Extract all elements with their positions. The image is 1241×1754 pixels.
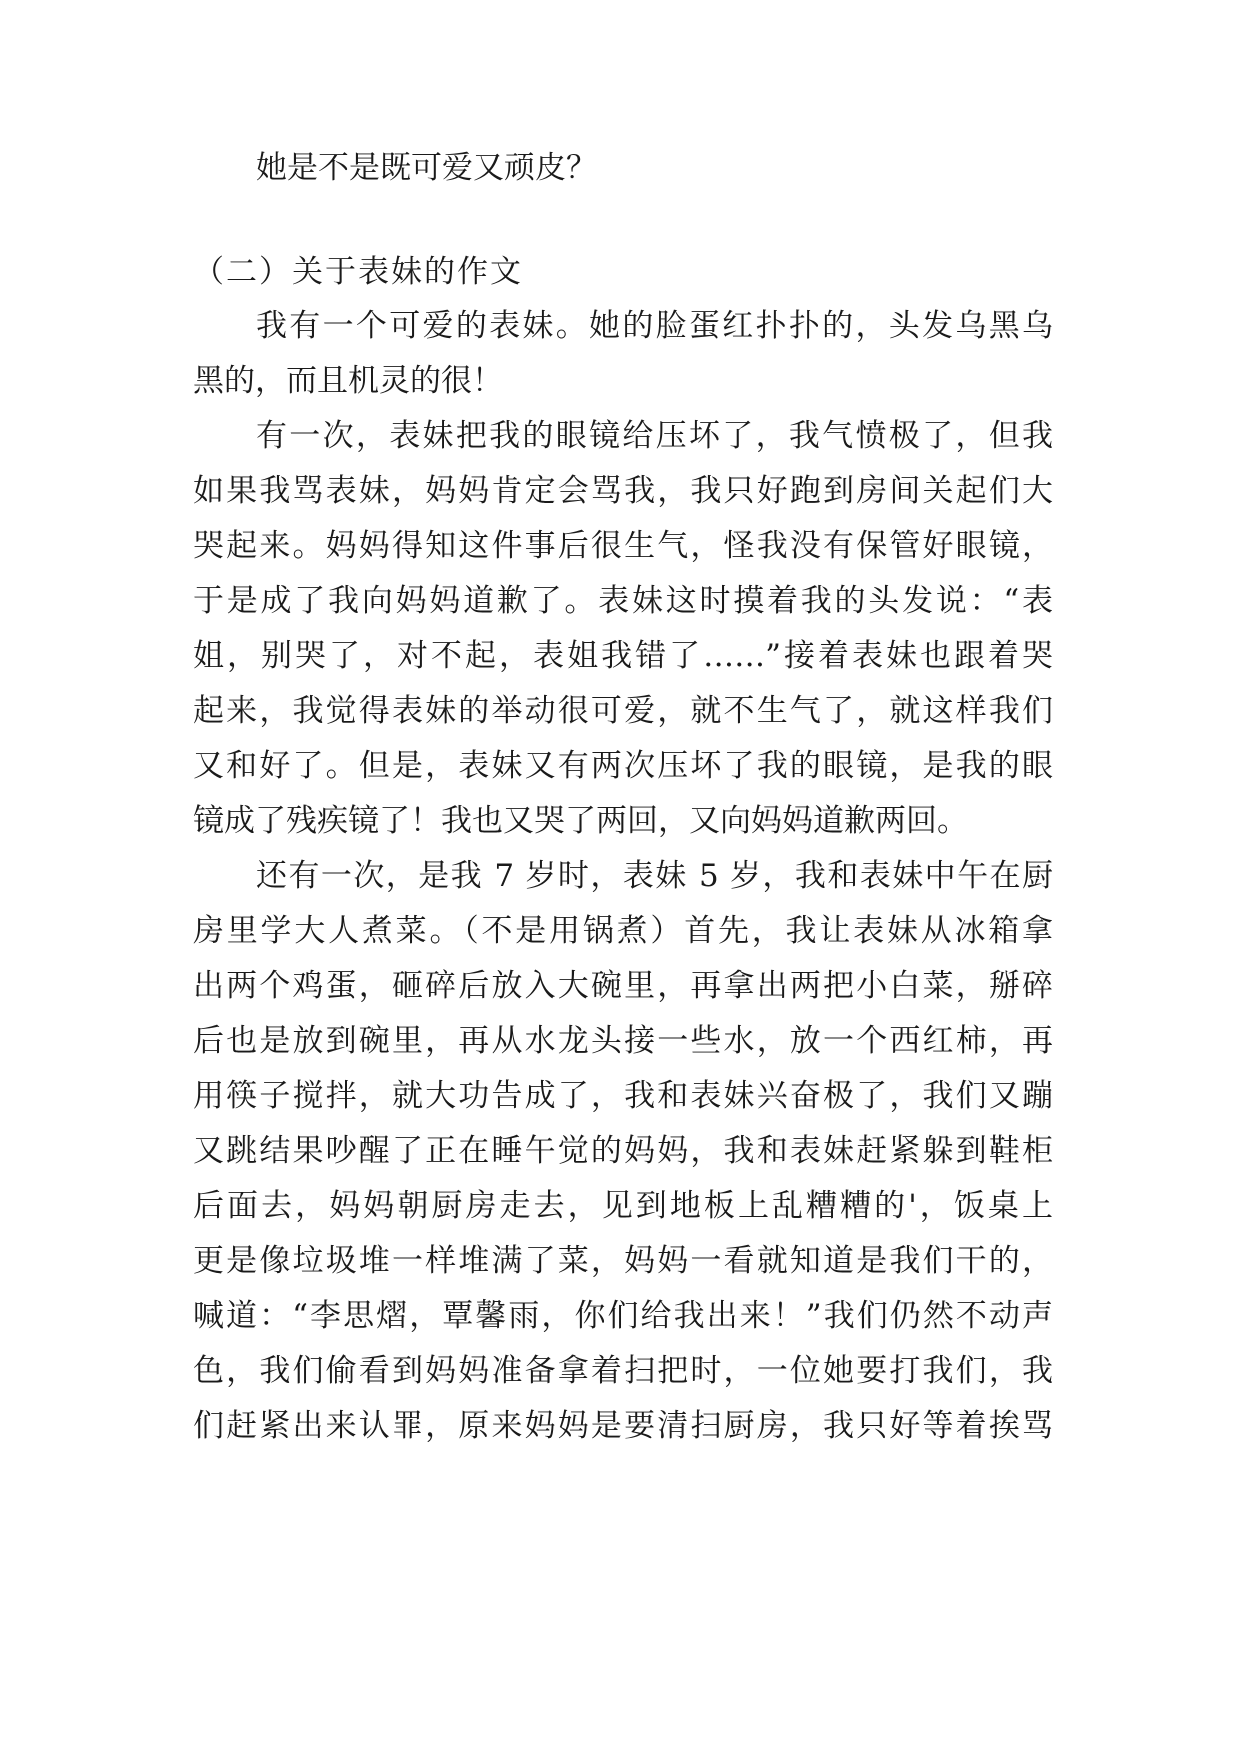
paragraph-line: 哭起来。妈妈得知这件事后很生气，怪我没有保管好眼镜， xyxy=(193,528,1053,564)
paragraph-line: 有一次，表妹把我的眼镜给压坏了，我气愤极了，但我 xyxy=(256,418,1053,454)
paragraph-line: 用筷子搅拌，就大功告成了，我和表妹兴奋极了，我们又蹦 xyxy=(193,1078,1053,1114)
section-heading: （二）关于表妹的作文 xyxy=(193,254,523,290)
paragraph-line: 出两个鸡蛋，砸碎后放入大碗里，再拿出两把小白菜，掰碎 xyxy=(193,968,1053,1004)
paragraph-line: 们赶紧出来认罪，原来妈妈是要清扫厨房，我只好等着挨骂 xyxy=(193,1408,1053,1444)
paragraph-line: 后也是放到碗里，再从水龙头接一些水，放一个西红柿，再 xyxy=(193,1023,1053,1059)
paragraph-line: 黑的，而且机灵的很！ xyxy=(193,363,503,399)
paragraph-line: 我有一个可爱的表妹。她的脸蛋红扑扑的，头发乌黑乌 xyxy=(256,308,1053,344)
paragraph-line: 于是成了我向妈妈道歉了。表妹这时摸着我的头发说：“表 xyxy=(193,583,1053,619)
paragraph-line: 镜成了残疾镜了！我也又哭了两回，又向妈妈道歉两回。 xyxy=(193,803,968,839)
paragraph-line: 喊道：“李思熠，覃馨雨，你们给我出来！”我们仍然不动声 xyxy=(193,1298,1053,1334)
paragraph-line: 又和好了。但是，表妹又有两次压坏了我的眼镜，是我的眼 xyxy=(193,748,1053,784)
paragraph-line: 更是像垃圾堆一样堆满了菜，妈妈一看就知道是我们干的， xyxy=(193,1243,1053,1279)
paragraph-line: 她是不是既可爱又顽皮？ xyxy=(256,150,597,186)
paragraph-line: 如果我骂表妹，妈妈肯定会骂我，我只好跑到房间关起们大 xyxy=(193,473,1053,509)
paragraph-line: 色，我们偷看到妈妈准备拿着扫把时，一位她要打我们，我 xyxy=(193,1353,1053,1389)
paragraph-line: 姐，别哭了，对不起，表姐我错了……”接着表妹也跟着哭 xyxy=(193,638,1053,674)
paragraph-line: 又跳结果吵醒了正在睡午觉的妈妈，我和表妹赶紧躲到鞋柜 xyxy=(193,1133,1053,1169)
paragraph-line: 起来，我觉得表妹的举动很可爱，就不生气了，就这样我们 xyxy=(193,693,1053,729)
paragraph-line: 还有一次，是我 7 岁时，表妹 5 岁，我和表妹中午在厨 xyxy=(256,858,1053,894)
paragraph-line: 房里学大人煮菜。（不是用锅煮）首先，我让表妹从冰箱拿 xyxy=(193,913,1053,949)
paragraph-line: 后面去，妈妈朝厨房走去，见到地板上乱糟糟的'，饭桌上 xyxy=(193,1188,1053,1224)
